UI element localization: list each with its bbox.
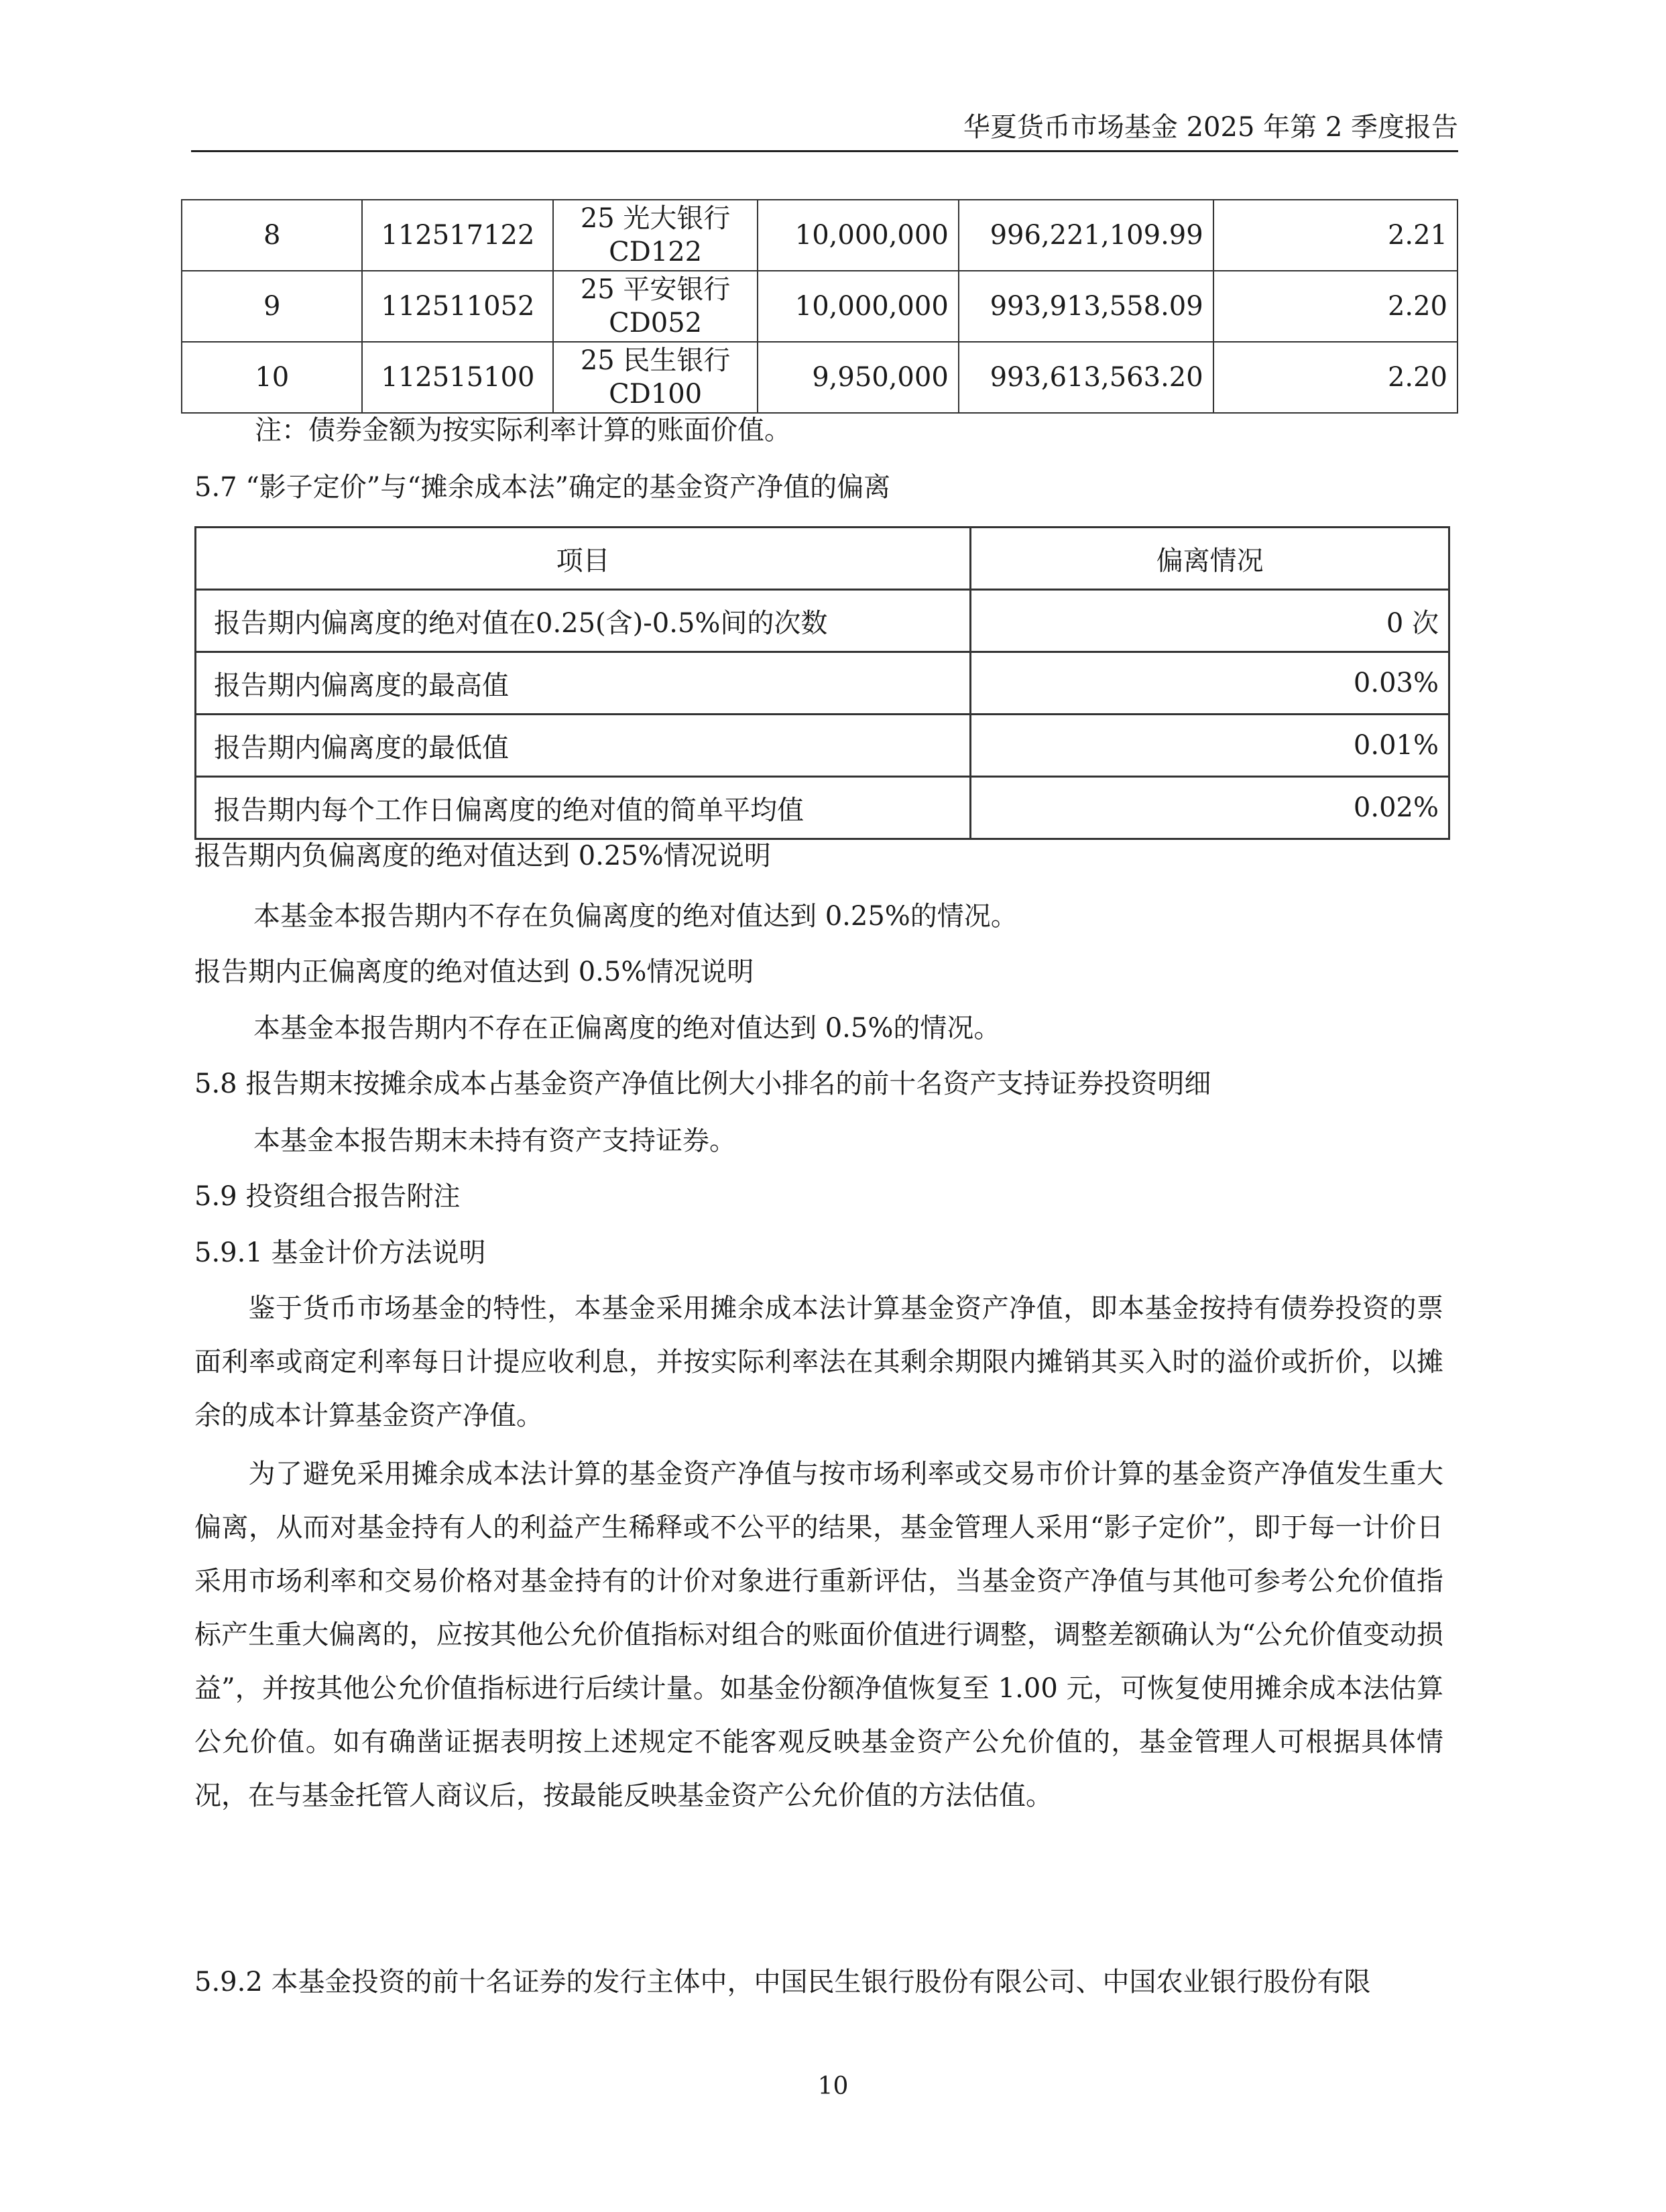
ratio-cell: 2.20: [1213, 342, 1457, 413]
bond-name-cell: [553, 200, 758, 271]
column-header-item: 项目: [196, 528, 971, 590]
positive-deviation-text: 本基金本报告期内不存在正偏离度的绝对值达到 0.5%的情况。: [253, 1013, 1001, 1044]
seq-cell: 10: [182, 342, 362, 413]
table-row: [182, 200, 1457, 271]
negative-deviation-text: 本基金本报告期内不存在负偏离度的绝对值达到 0.25%的情况。: [253, 901, 1018, 932]
bond-name-line1: 25 平安银行: [580, 274, 731, 305]
paragraph-1-text: 鉴于货币市场基金的特性，本基金采用摊余成本法计算基金资产净值，即本基金按持有债券投资的票面利率或商定利率每日计提应收利息，并按实际利率法在其剩余期限内摊销其买入时的溢价或折价，以摊余的成本计算基金资产净值。: [194, 1293, 1443, 1431]
quantity-cell: 9,950,000: [758, 342, 959, 413]
bond-name-line2: CD052: [609, 308, 703, 339]
seq-cell: 8: [182, 200, 362, 271]
section-5-9-heading: 5.9 投资组合报告附注: [194, 1181, 461, 1212]
item-cell: 报告期内每个工作日偏离度的绝对值的简单平均值: [196, 777, 971, 839]
section-5-7-heading: 5.7 “影子定价”与“摊余成本法”确定的基金资产净值的偏离: [194, 472, 891, 503]
item-cell: 报告期内偏离度的最高值: [196, 652, 971, 715]
ratio-cell: 2.21: [1213, 200, 1457, 271]
deviation-value-cell: 0.03%: [971, 652, 1449, 715]
column-header-deviation: 偏离情况: [971, 528, 1449, 590]
valuation-method-paragraph-2: [194, 1447, 1443, 1823]
bond-name-line1: 25 民生银行: [580, 345, 731, 376]
bond-code-cell: 112511052: [362, 271, 553, 342]
ratio-cell: 2.20: [1213, 271, 1457, 342]
bond-code-cell: 112515100: [362, 342, 553, 413]
value-cell: 993,913,558.09: [959, 271, 1213, 342]
bond-name-line2: CD100: [609, 379, 703, 410]
deviation-value-cell: 0 次: [971, 590, 1449, 652]
bond-code-cell: 112517122: [362, 200, 553, 271]
page-number: 10: [817, 2073, 849, 2100]
section-5-9-2-line: 5.9.2 本基金投资的前十名证券的发行主体中，中国民生银行股份有限公司、中国农业银行股份有限: [194, 1967, 1371, 1998]
section-5-9-1-heading: 5.9.1 基金计价方法说明: [194, 1237, 486, 1268]
bond-name-line1: 25 光大银行: [580, 203, 731, 234]
value-cell: 996,221,109.99: [959, 200, 1213, 271]
negative-deviation-title: 报告期内负偏离度的绝对值达到 0.25%情况说明: [194, 841, 771, 871]
paragraph-2-text: 为了避免采用摊余成本法计算的基金资产净值与按市场利率或交易市价计算的基金资产净值发生重大偏离，从而对基金持有人的利益产生稀释或不公平的结果，基金管理人采用“影子定价”，即于每一计价日采用市场利率和交易价格对基金持有的计价对象进行重新评估，当基金资产净值与其他可参考公允价值指标产生重大偏离的，应按其他公允价值指标对组合的账面价值进行调整，调整差额确认为“公允价值变动损益”，并按其他公允价值指标进行后续计量。如基金份额净值恢复至 1.00 元，可恢复使用摊余成本法估算公允价值。如有确凿证据表明按上述规定不能客观反映基金资产公允价值的，基金管理人可根据具体情况，在与基金托管人商议后，按最能反映基金资产公允价值的方法估值。: [194, 1459, 1443, 1811]
table-row: [182, 342, 1457, 413]
bond-holdings-table: [181, 199, 1458, 414]
quantity-cell: 10,000,000: [758, 271, 959, 342]
quantity-cell: 10,000,000: [758, 200, 959, 271]
value-cell: 993,613,563.20: [959, 342, 1213, 413]
item-cell: 报告期内偏离度的最低值: [196, 715, 971, 777]
item-cell: 报告期内偏离度的绝对值在0.25(含)-0.5%间的次数: [196, 590, 971, 652]
table-row: [196, 715, 1449, 777]
header-divider: [191, 150, 1458, 152]
table-row: [182, 271, 1457, 342]
deviation-value-cell: 0.02%: [971, 777, 1449, 839]
valuation-method-paragraph-1: [194, 1282, 1443, 1442]
positive-deviation-title: 报告期内正偏离度的绝对值达到 0.5%情况说明: [194, 957, 754, 987]
deviation-value-cell: 0.01%: [971, 715, 1449, 777]
bond-name-line2: CD122: [609, 237, 703, 267]
table-header-row: [196, 528, 1449, 590]
table-row: [196, 777, 1449, 839]
deviation-table: [194, 526, 1450, 840]
section-5-8-text: 本基金本报告期末未持有资产支持证券。: [253, 1125, 736, 1156]
seq-cell: 9: [182, 271, 362, 342]
table-note: 注：债券金额为按实际利率计算的账面价值。: [255, 415, 791, 446]
table-row: [196, 652, 1449, 715]
table-row: [196, 590, 1449, 652]
report-header-title: 华夏货币市场基金 2025 年第 2 季度报告: [963, 112, 1458, 143]
section-5-8-heading: 5.8 报告期末按摊余成本占基金资产净值比例大小排名的前十名资产支持证券投资明细: [194, 1068, 1211, 1099]
bond-name-cell: [553, 271, 758, 342]
bond-name-cell: [553, 342, 758, 413]
